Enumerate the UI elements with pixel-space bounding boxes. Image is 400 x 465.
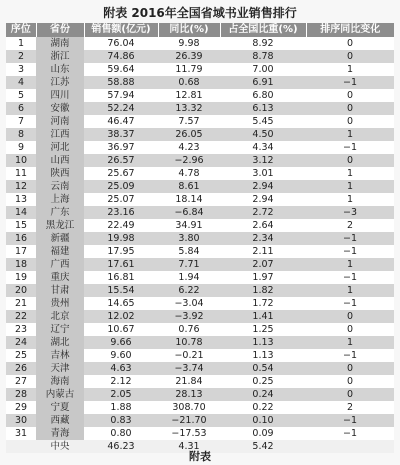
table-row bbox=[6, 37, 394, 50]
cell-yoy: −6.84 bbox=[158, 206, 220, 219]
table-header bbox=[6, 23, 394, 37]
table-row bbox=[6, 219, 394, 232]
table-row bbox=[6, 180, 394, 193]
cell-rank-change: 1 bbox=[306, 128, 394, 141]
cell-sales: 36.97 bbox=[84, 141, 158, 154]
cell-province: 天津 bbox=[36, 362, 84, 375]
cell-province: 新疆 bbox=[36, 232, 84, 245]
cell-sales: 52.24 bbox=[84, 102, 158, 115]
cell-sales: 17.95 bbox=[84, 245, 158, 258]
cell-sales: 74.86 bbox=[84, 50, 158, 63]
table-row bbox=[6, 310, 394, 323]
cell-sales: 19.98 bbox=[84, 232, 158, 245]
cell-share: 0.09 bbox=[220, 427, 306, 440]
cell-yoy: 11.79 bbox=[158, 63, 220, 76]
table-row bbox=[6, 206, 394, 219]
cell-share: 7.00 bbox=[220, 63, 306, 76]
cell-yoy: 7.71 bbox=[158, 258, 220, 271]
cell-rank: 12 bbox=[6, 180, 36, 193]
cell-share: 0.54 bbox=[220, 362, 306, 375]
cell-share: 0.25 bbox=[220, 375, 306, 388]
cell-yoy: 26.05 bbox=[158, 128, 220, 141]
cell-rank: 24 bbox=[6, 336, 36, 349]
cell-share: 1.97 bbox=[220, 271, 306, 284]
cell-share: 4.50 bbox=[220, 128, 306, 141]
table-body bbox=[6, 37, 394, 453]
cell-rank: 25 bbox=[6, 349, 36, 362]
cell-yoy: 13.32 bbox=[158, 102, 220, 115]
cell-rank-change: 1 bbox=[306, 258, 394, 271]
cell-sales: 16.81 bbox=[84, 271, 158, 284]
cell-rank-change: 0 bbox=[306, 89, 394, 102]
cell-rank-change: −1 bbox=[306, 427, 394, 440]
cell-rank-change: 0 bbox=[306, 310, 394, 323]
cell-yoy: −3.92 bbox=[158, 310, 220, 323]
cell-rank-change: −1 bbox=[306, 414, 394, 427]
cell-yoy: 9.98 bbox=[158, 37, 220, 50]
cell-yoy: −2.96 bbox=[158, 154, 220, 167]
cell-province: 贵州 bbox=[36, 297, 84, 310]
cell-rank-change: −1 bbox=[306, 245, 394, 258]
cell-sales: 10.67 bbox=[84, 323, 158, 336]
table-row bbox=[6, 336, 394, 349]
cell-yoy: 18.14 bbox=[158, 193, 220, 206]
cell-yoy: 5.84 bbox=[158, 245, 220, 258]
cell-rank-change: 1 bbox=[306, 193, 394, 206]
cell-share: 6.91 bbox=[220, 76, 306, 89]
cell-yoy: 4.23 bbox=[158, 141, 220, 154]
table-row bbox=[6, 115, 394, 128]
cell-rank-change: 0 bbox=[306, 388, 394, 401]
cell-yoy: 26.39 bbox=[158, 50, 220, 63]
table-row bbox=[6, 89, 394, 102]
cell-share: 1.41 bbox=[220, 310, 306, 323]
cell-province: 山西 bbox=[36, 154, 84, 167]
cell-province: 江苏 bbox=[36, 76, 84, 89]
cell-rank: 29 bbox=[6, 401, 36, 414]
cell-rank: 1 bbox=[6, 37, 36, 50]
cell-province: 山东 bbox=[36, 63, 84, 76]
cell-rank-change: 1 bbox=[306, 284, 394, 297]
cell-sales: 46.23 bbox=[84, 440, 158, 453]
table-row bbox=[6, 375, 394, 388]
cell-rank: 8 bbox=[6, 128, 36, 141]
cell-yoy: 34.91 bbox=[158, 219, 220, 232]
table-title: 附表 2016年全国省域书业销售排行 bbox=[103, 6, 297, 20]
cell-share: 3.12 bbox=[220, 154, 306, 167]
cell-rank: 27 bbox=[6, 375, 36, 388]
cell-rank: 23 bbox=[6, 323, 36, 336]
cell-share: 1.13 bbox=[220, 349, 306, 362]
cell-share: 3.01 bbox=[220, 167, 306, 180]
cell-yoy: −17.53 bbox=[158, 427, 220, 440]
cell-yoy: 28.13 bbox=[158, 388, 220, 401]
cell-province: 吉林 bbox=[36, 349, 84, 362]
cell-share: 0.10 bbox=[220, 414, 306, 427]
cell-province: 浙江 bbox=[36, 50, 84, 63]
cell-sales: 17.61 bbox=[84, 258, 158, 271]
cell-share: 5.45 bbox=[220, 115, 306, 128]
cell-rank-change: −1 bbox=[306, 271, 394, 284]
table-row bbox=[6, 271, 394, 284]
table-row bbox=[6, 323, 394, 336]
cell-share: 2.94 bbox=[220, 193, 306, 206]
cell-rank-change: 0 bbox=[306, 115, 394, 128]
cell-rank: 14 bbox=[6, 206, 36, 219]
cell-yoy: 8.61 bbox=[158, 180, 220, 193]
cell-rank-change: −1 bbox=[306, 349, 394, 362]
cell-sales: 1.88 bbox=[84, 401, 158, 414]
table-row bbox=[6, 427, 394, 440]
cell-rank: 6 bbox=[6, 102, 36, 115]
table-row bbox=[6, 76, 394, 89]
cell-yoy: 1.94 bbox=[158, 271, 220, 284]
cell-rank-change: 0 bbox=[306, 362, 394, 375]
header-rank-change: 排序同比变化 bbox=[306, 23, 394, 37]
table-row bbox=[6, 401, 394, 414]
cell-province: 河北 bbox=[36, 141, 84, 154]
cell-rank-change: −1 bbox=[306, 297, 394, 310]
cell-yoy: 308.70 bbox=[158, 401, 220, 414]
header-rank: 序位 bbox=[6, 23, 36, 37]
cell-yoy: 21.84 bbox=[158, 375, 220, 388]
cell-rank: 5 bbox=[6, 89, 36, 102]
cell-sales: 25.09 bbox=[84, 180, 158, 193]
cell-sales: 46.47 bbox=[84, 115, 158, 128]
table-row bbox=[6, 258, 394, 271]
cell-rank: 20 bbox=[6, 284, 36, 297]
cell-sales: 58.88 bbox=[84, 76, 158, 89]
cell-share: 2.11 bbox=[220, 245, 306, 258]
cell-share: 2.07 bbox=[220, 258, 306, 271]
table-row bbox=[6, 141, 394, 154]
table-row bbox=[6, 193, 394, 206]
cell-province: 四川 bbox=[36, 89, 84, 102]
table-row bbox=[6, 362, 394, 375]
cell-rank-change: −1 bbox=[306, 141, 394, 154]
cell-rank: 10 bbox=[6, 154, 36, 167]
sales-ranking-table bbox=[6, 23, 394, 453]
cell-share: 6.80 bbox=[220, 89, 306, 102]
cell-yoy: 0.76 bbox=[158, 323, 220, 336]
cell-province: 青海 bbox=[36, 427, 84, 440]
cell-rank: 21 bbox=[6, 297, 36, 310]
cell-sales: 59.64 bbox=[84, 63, 158, 76]
cell-province: 宁夏 bbox=[36, 401, 84, 414]
cell-rank: 3 bbox=[6, 63, 36, 76]
cell-rank-change: 0 bbox=[306, 154, 394, 167]
cell-sales: 25.07 bbox=[84, 193, 158, 206]
cell-yoy: 7.57 bbox=[158, 115, 220, 128]
cell-sales: 2.05 bbox=[84, 388, 158, 401]
cell-province: 安徽 bbox=[36, 102, 84, 115]
cell-sales: 76.04 bbox=[84, 37, 158, 50]
cell-sales: 4.63 bbox=[84, 362, 158, 375]
cell-rank: 15 bbox=[6, 219, 36, 232]
cell-share: 0.22 bbox=[220, 401, 306, 414]
cell-yoy: 0.68 bbox=[158, 76, 220, 89]
table-row bbox=[6, 154, 394, 167]
header-share: 占全国比重(%) bbox=[220, 23, 306, 37]
table-row bbox=[6, 297, 394, 310]
cell-province: 辽宁 bbox=[36, 323, 84, 336]
cell-rank: 28 bbox=[6, 388, 36, 401]
cell-rank-change: −1 bbox=[306, 76, 394, 89]
cell-yoy: 10.78 bbox=[158, 336, 220, 349]
cell-rank-change: 0 bbox=[306, 37, 394, 50]
cell-province: 内蒙古 bbox=[36, 388, 84, 401]
cell-sales: 22.49 bbox=[84, 219, 158, 232]
cell-share: 8.92 bbox=[220, 37, 306, 50]
cell-share: 2.64 bbox=[220, 219, 306, 232]
table-row bbox=[6, 232, 394, 245]
cell-rank-change: 2 bbox=[306, 401, 394, 414]
cell-sales: 15.54 bbox=[84, 284, 158, 297]
cell-sales: 12.02 bbox=[84, 310, 158, 323]
table-row bbox=[6, 245, 394, 258]
cell-rank-change: 1 bbox=[306, 167, 394, 180]
cell-rank: 26 bbox=[6, 362, 36, 375]
cell-yoy: −3.74 bbox=[158, 362, 220, 375]
cell-province: 广东 bbox=[36, 206, 84, 219]
cell-province: 河南 bbox=[36, 115, 84, 128]
cell-province: 重庆 bbox=[36, 271, 84, 284]
cell-sales: 38.37 bbox=[84, 128, 158, 141]
cell-rank: 30 bbox=[6, 414, 36, 427]
table-row bbox=[6, 284, 394, 297]
cell-province: 广西 bbox=[36, 258, 84, 271]
cell-rank: 19 bbox=[6, 271, 36, 284]
cell-province: 湖北 bbox=[36, 336, 84, 349]
cell-province: 陕西 bbox=[36, 167, 84, 180]
cell-rank-change: 0 bbox=[306, 375, 394, 388]
cell-province: 上海 bbox=[36, 193, 84, 206]
cell-sales: 14.65 bbox=[84, 297, 158, 310]
cell-sales: 2.12 bbox=[84, 375, 158, 388]
table-row bbox=[6, 63, 394, 76]
cell-rank-change: 2 bbox=[306, 219, 394, 232]
cell-province: 江西 bbox=[36, 128, 84, 141]
cell-rank-change: 1 bbox=[306, 180, 394, 193]
cell-province: 北京 bbox=[36, 310, 84, 323]
cell-share: 0.24 bbox=[220, 388, 306, 401]
cell-share: 1.82 bbox=[220, 284, 306, 297]
cell-sales: 26.57 bbox=[84, 154, 158, 167]
cell-province: 黑龙江 bbox=[36, 219, 84, 232]
cell-yoy: 6.22 bbox=[158, 284, 220, 297]
cell-rank-change: 0 bbox=[306, 323, 394, 336]
cell-rank: 31 bbox=[6, 427, 36, 440]
cell-share: 2.34 bbox=[220, 232, 306, 245]
cell-province: 西藏 bbox=[36, 414, 84, 427]
cell-share: 1.72 bbox=[220, 297, 306, 310]
cell-province: 云南 bbox=[36, 180, 84, 193]
cell-yoy: 12.81 bbox=[158, 89, 220, 102]
cell-rank: 4 bbox=[6, 76, 36, 89]
cell-rank: 17 bbox=[6, 245, 36, 258]
cell-yoy: 3.80 bbox=[158, 232, 220, 245]
cell-province: 福建 bbox=[36, 245, 84, 258]
header-sales: 销售额(亿元) bbox=[84, 23, 158, 37]
cell-rank-change: −1 bbox=[306, 232, 394, 245]
header-province: 省份 bbox=[36, 23, 84, 37]
cell-province: 湖南 bbox=[36, 37, 84, 50]
cell-rank-change: 0 bbox=[306, 102, 394, 115]
cell-province: 甘肃 bbox=[36, 284, 84, 297]
cell-yoy: −0.21 bbox=[158, 349, 220, 362]
cell-sales: 9.66 bbox=[84, 336, 158, 349]
cell-share: 2.94 bbox=[220, 180, 306, 193]
header-row bbox=[6, 23, 394, 37]
cell-sales: 57.94 bbox=[84, 89, 158, 102]
cell-sales: 25.67 bbox=[84, 167, 158, 180]
cell-rank-change: 0 bbox=[306, 50, 394, 63]
cell-share: 1.25 bbox=[220, 323, 306, 336]
table-row bbox=[6, 349, 394, 362]
cell-share: 8.78 bbox=[220, 50, 306, 63]
cell-rank: 11 bbox=[6, 167, 36, 180]
cell-rank-change: 1 bbox=[306, 63, 394, 76]
cell-rank-change: 1 bbox=[306, 336, 394, 349]
table-row bbox=[6, 414, 394, 427]
cell-rank-change: −3 bbox=[306, 206, 394, 219]
cell-sales: 23.16 bbox=[84, 206, 158, 219]
cell-province: 海南 bbox=[36, 375, 84, 388]
cell-share: 4.34 bbox=[220, 141, 306, 154]
cell-yoy: 4.78 bbox=[158, 167, 220, 180]
cell-sales: 0.80 bbox=[84, 427, 158, 440]
cell-rank: 7 bbox=[6, 115, 36, 128]
cell-province: 中央 bbox=[36, 440, 84, 453]
table-row bbox=[6, 388, 394, 401]
cell-rank: 9 bbox=[6, 141, 36, 154]
cell-yoy: 4.31 bbox=[158, 440, 220, 453]
cell-yoy: −21.70 bbox=[158, 414, 220, 427]
cell-rank: 2 bbox=[6, 50, 36, 63]
table-row bbox=[6, 50, 394, 63]
cell-rank: 18 bbox=[6, 258, 36, 271]
cell-sales: 9.60 bbox=[84, 349, 158, 362]
cell-rank: 16 bbox=[6, 232, 36, 245]
cell-rank: 13 bbox=[6, 193, 36, 206]
cell-rank: 22 bbox=[6, 310, 36, 323]
footer-caption: 附表 bbox=[189, 450, 211, 463]
cell-share: 1.13 bbox=[220, 336, 306, 349]
table-row bbox=[6, 102, 394, 115]
cell-yoy: −3.04 bbox=[158, 297, 220, 310]
cell-share: 6.13 bbox=[220, 102, 306, 115]
table-row bbox=[6, 128, 394, 141]
cell-share: 2.72 bbox=[220, 206, 306, 219]
cell-share: 5.42 bbox=[220, 440, 306, 453]
cell-sales: 0.83 bbox=[84, 414, 158, 427]
header-yoy: 同比(%) bbox=[158, 23, 220, 37]
table-row bbox=[6, 167, 394, 180]
